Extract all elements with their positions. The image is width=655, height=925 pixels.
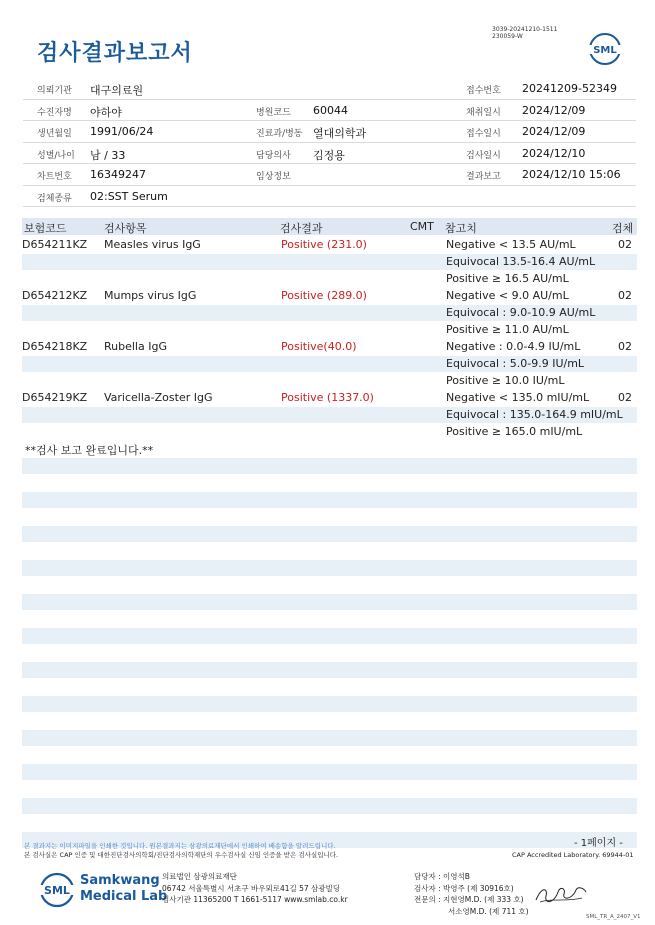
test-item: Varicella-Zoster IgG (104, 391, 213, 404)
test-result: Positive (289.0) (281, 289, 367, 302)
empty-row-stripe (22, 560, 637, 576)
info-row (23, 164, 636, 186)
info-row (23, 121, 636, 143)
info-label: 진료과/병동 (256, 129, 303, 139)
header-ref: 참고치 (445, 222, 477, 235)
page-title: 검사결과보고서 (37, 41, 193, 66)
reference-range: Positive ≥ 16.5 AU/mL (446, 272, 569, 285)
info-label: 임상정보 (256, 172, 291, 182)
reference-range: Negative < 13.5 AU/mL (446, 238, 576, 251)
test-result: Positive (1337.0) (281, 391, 374, 404)
info-value: 2024/12/10 15:06 (522, 168, 621, 181)
empty-row-stripe (22, 764, 637, 780)
header-result: 검사결과 (280, 222, 323, 235)
header-specimen: 검체 (612, 222, 634, 235)
info-label: 수진자명 (37, 107, 72, 118)
info-value: 60044 (313, 103, 348, 117)
empty-row-stripe (22, 458, 637, 474)
info-row (23, 78, 636, 100)
empty-row-stripe (22, 730, 637, 746)
signature-icon (532, 880, 588, 908)
test-result: Positive (231.0) (281, 238, 367, 251)
info-value: 대구의료원 (90, 84, 144, 97)
info-label: 생년월일 (37, 129, 72, 139)
info-value: 1991/06/24 (90, 125, 154, 138)
org-info: 의료법인 삼광의료재단 06742 서울특별시 서초구 바우뫼로41길 57 삼광빌딩 검사기관 11365200 T 1661-5117 www.smlab.co.kr (162, 872, 348, 904)
info-value: 남 / 33 (90, 148, 126, 162)
info-row (23, 143, 636, 165)
reference-range: Positive ≥ 10.0 IU/mL (446, 374, 565, 387)
empty-row-stripe (22, 526, 637, 542)
info-value: 김정용 (313, 148, 345, 162)
info-value: 2024/12/09 (522, 125, 586, 138)
info-label: 성별/나이 (37, 150, 75, 161)
empty-row-stripe (22, 798, 637, 814)
info-value: 20241209-52349 (522, 82, 617, 95)
info-label: 접수번호 (466, 86, 501, 96)
info-label: 접수일시 (466, 129, 501, 139)
reference-range: Negative < 135.0 mIU/mL (446, 391, 590, 404)
specimen-code: 02 (618, 238, 632, 251)
info-row (23, 100, 636, 122)
info-label: 검체종류 (37, 193, 72, 204)
header-code: 보험코드 (24, 222, 67, 235)
info-value: 2024/12/09 (522, 103, 586, 117)
sml-bottom-logo-icon (36, 872, 78, 908)
info-label: 채취일시 (466, 107, 501, 118)
test-code: D654218KZ (22, 340, 88, 353)
empty-row-stripe (22, 594, 637, 610)
info-label: 담당의사 (256, 150, 291, 161)
document-id: 3039-20241210-1511 230059-W (492, 26, 558, 40)
footer-note-2: 본 검사실은 CAP 인증 및 대한진단검사의학회/진단검사의학재단의 우수검사실 신임 인증을 받은 검사실입니다. (24, 851, 339, 859)
info-label: 결과보고 (466, 172, 501, 182)
info-row (23, 186, 636, 208)
specimen-code: 02 (618, 289, 632, 302)
reference-range: Positive ≥ 165.0 mIU/mL (446, 425, 583, 438)
specimen-code: 02 (618, 340, 632, 353)
specimen-code: 02 (618, 391, 632, 404)
brand-name: Samkwang Medical Lab (80, 873, 168, 904)
info-value: 열대의학과 (313, 127, 367, 140)
test-item: Rubella IgG (104, 340, 167, 353)
empty-row-stripe (22, 492, 637, 508)
info-value: 02:SST Serum (90, 189, 168, 203)
sml-logo-icon (586, 32, 624, 66)
patient-info (23, 78, 636, 207)
test-code: D654212KZ (22, 289, 88, 302)
reference-range: Positive ≥ 11.0 AU/mL (446, 323, 569, 336)
reference-range: Equivocal : 5.0-9.9 IU/mL (446, 357, 585, 370)
info-label: 병원코드 (256, 107, 291, 118)
completion-note: **검사 보고 완료입니다.** (25, 444, 154, 457)
empty-row-stripe (22, 696, 637, 712)
info-value: 야하야 (90, 105, 122, 119)
test-code: D654211KZ (22, 238, 88, 251)
info-label: 차트번호 (37, 172, 72, 182)
reference-range: Negative < 9.0 AU/mL (446, 289, 569, 302)
footer-note-1: 본 결과지는 이미지파일을 인쇄한 것입니다. 원본결과지는 삼광의료재단에서 인쇄하여 배송함을 알려드립니다. (24, 842, 336, 850)
header-item: 검사항목 (104, 222, 147, 235)
test-item: Mumps virus IgG (104, 289, 197, 302)
info-label: 의뢰기관 (37, 86, 72, 96)
test-code: D654219KZ (22, 391, 88, 404)
header-cmt: CMT (410, 220, 434, 233)
info-value: 16349247 (90, 168, 146, 181)
reference-range: Negative : 0.0-4.9 IU/mL (446, 340, 581, 353)
svg-text:SML: SML (593, 45, 617, 56)
reference-range: Equivocal : 9.0-10.9 AU/mL (446, 306, 596, 319)
reference-range: Equivocal 13.5-16.4 AU/mL (446, 255, 596, 268)
empty-row-stripe (22, 662, 637, 678)
results-table-header (22, 218, 637, 235)
form-version: SML_TR_A_2407_V1 (586, 914, 641, 920)
cap-accreditation: CAP Accredited Laboratory. 69944-01 (512, 851, 634, 859)
svg-text:SML: SML (44, 884, 70, 897)
empty-row-stripe (22, 628, 637, 644)
page-number: - 1페이지 - (574, 838, 623, 849)
info-value: 2024/12/10 (522, 146, 586, 160)
info-label: 검사일시 (466, 150, 501, 161)
reference-range: Equivocal : 135.0-164.9 mIU/mL (446, 408, 623, 421)
staff-info: 담당자 : 이영석B 검사자 : 박영주 (제 30916호) 전문의 : 지현영M.D. (제 333 호) 서소영M.D. (제 711 호) (414, 872, 529, 916)
test-item: Measles virus IgG (104, 238, 201, 251)
test-result: Positive(40.0) (281, 340, 357, 353)
